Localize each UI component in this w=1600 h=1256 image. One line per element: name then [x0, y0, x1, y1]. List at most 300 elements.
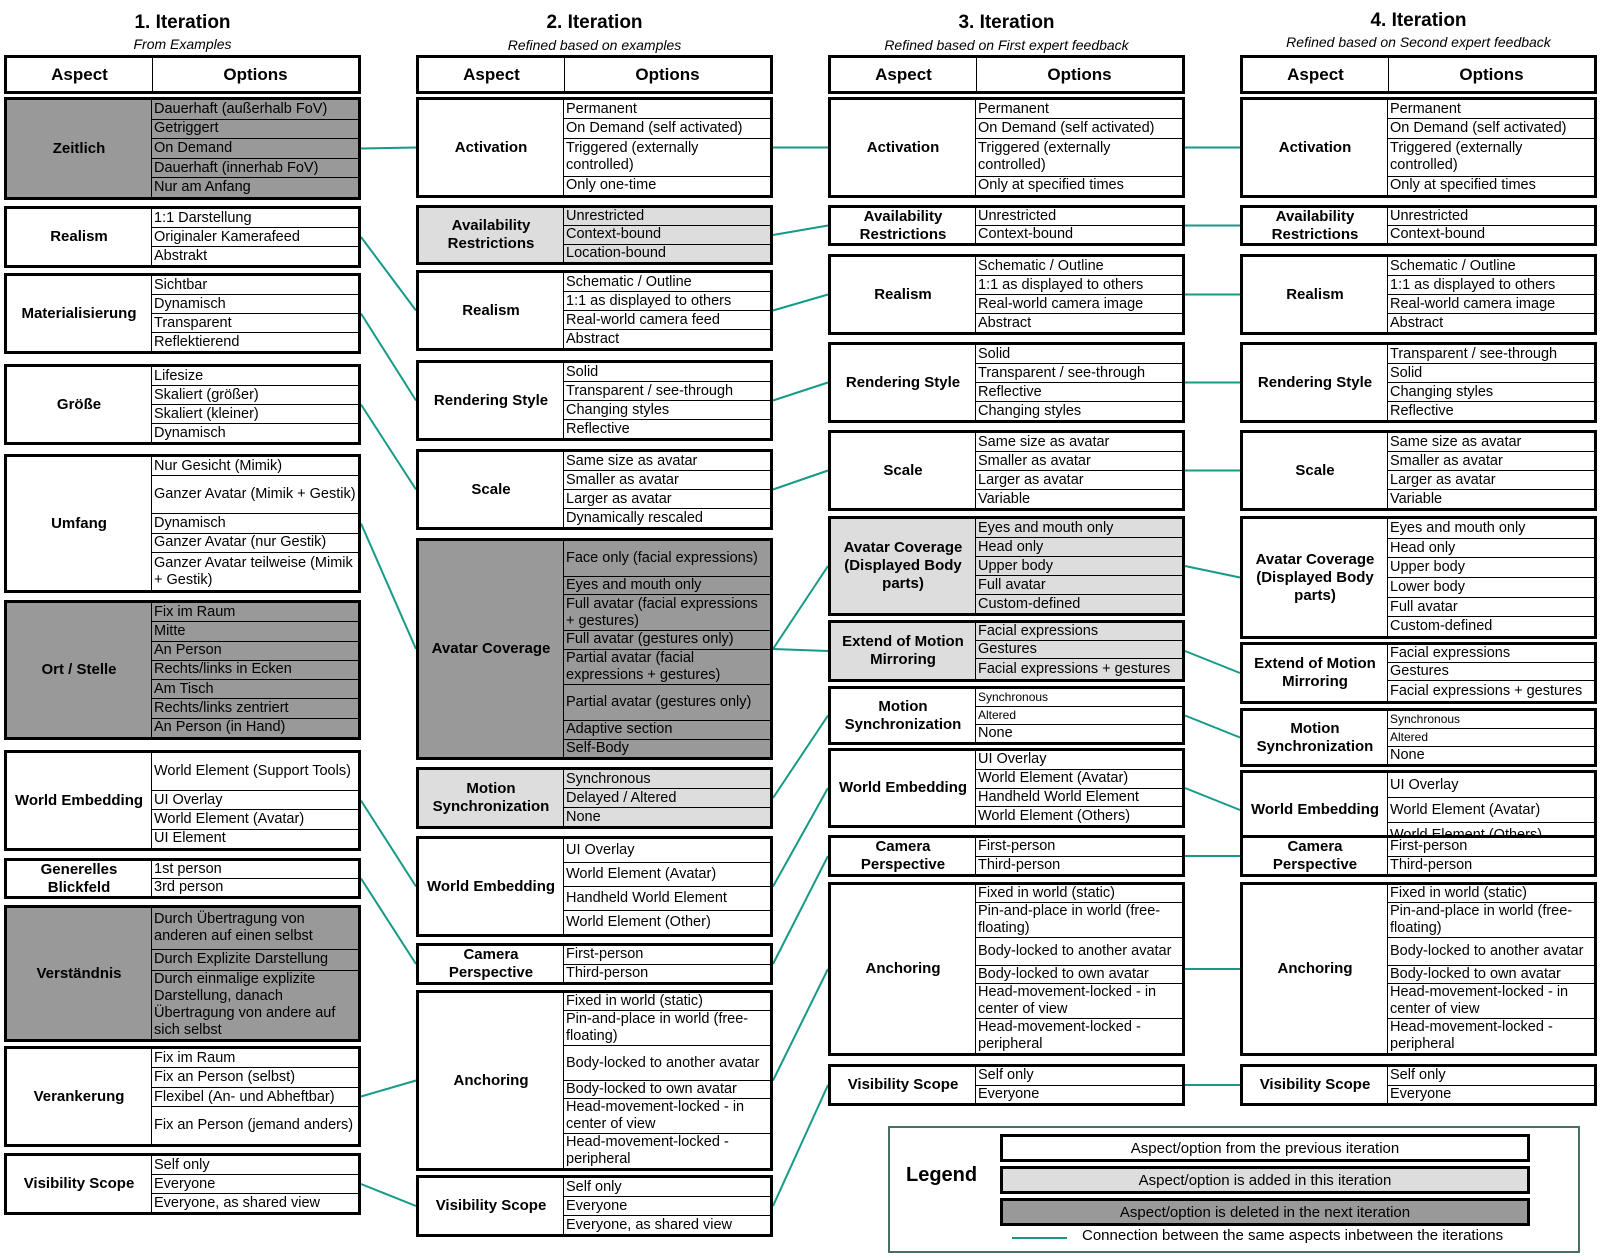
option-item: Originaler Kamerafeed — [152, 228, 358, 247]
aspect-label: Generelles Blickfeld — [7, 861, 152, 896]
option-item: None — [1390, 747, 1425, 763]
connection-line — [1185, 651, 1240, 673]
option-item: Handheld World Element — [564, 887, 770, 911]
option-item: Dauerhaft (innerhab FoV) — [152, 159, 358, 179]
option-item: Same size as avatar — [564, 452, 770, 471]
option-item: Delayed / Altered — [564, 789, 770, 808]
option-item: Fix im Raum — [152, 1049, 358, 1068]
option-list — [976, 838, 1182, 874]
option-item: Transparent — [152, 314, 358, 333]
option-item: Synchronous — [1388, 711, 1594, 729]
option-item: Fix im Raum — [152, 603, 358, 622]
option-list — [152, 100, 358, 197]
connection-line — [361, 524, 416, 650]
option-item: Self only — [152, 1156, 358, 1175]
option-item: Schematic / Outline — [1388, 257, 1594, 276]
option-item: World Element (Others) — [978, 807, 1131, 824]
option-item: Abstract — [566, 330, 620, 347]
aspect-box — [1240, 516, 1597, 639]
option-item: Schematic / Outline — [976, 257, 1182, 276]
connection-line — [773, 1085, 828, 1206]
option-item: Body-locked to own avatar — [976, 966, 1182, 984]
option-list — [564, 208, 770, 262]
option-item: Reflektierend — [154, 333, 240, 350]
option-item: Dynamisch — [154, 424, 226, 441]
option-item: Pin-and-place in world (free-floating) — [976, 903, 1182, 938]
aspect-box — [1240, 882, 1597, 1056]
aspect-box — [828, 342, 1185, 423]
option-item: Facial expressions + gestures — [1390, 682, 1583, 699]
aspect-box — [4, 750, 361, 851]
option-item: Am Tisch — [152, 680, 358, 699]
option-item: Ganzer Avatar teilweise (Mimik + Gestik) — [154, 554, 353, 588]
option-item: Fix an Person (selbst) — [152, 1068, 358, 1087]
option-item: World Element (Other) — [566, 914, 711, 930]
option-list — [976, 100, 1182, 195]
aspect-label: Extend of Motion Mirroring — [831, 623, 976, 679]
aspect-label: Activation — [831, 100, 976, 195]
aspect-label: Größe — [7, 367, 152, 442]
option-item: Location-bound — [566, 244, 666, 261]
legend-previous-swatch: Aspect/option from the previous iteration — [1000, 1134, 1530, 1162]
table-header — [828, 55, 1185, 94]
aspect-box — [4, 600, 361, 740]
aspect-box — [1240, 708, 1597, 767]
aspect-label: Anchoring — [419, 993, 564, 1168]
option-list — [976, 208, 1182, 243]
aspect-box — [416, 205, 773, 265]
table-header — [4, 55, 361, 94]
option-list — [564, 1178, 770, 1234]
connection-line — [773, 716, 828, 799]
option-item: Smaller as avatar — [1388, 452, 1594, 471]
aspect-box — [4, 97, 361, 200]
option-list — [976, 885, 1182, 1053]
header-aspect: Aspect — [831, 58, 977, 91]
option-item: Abstrakt — [154, 247, 208, 264]
option-item: Head-movement-locked - in center of view — [976, 984, 1182, 1019]
option-item: Permanent — [564, 100, 770, 119]
option-item: Changing styles — [978, 402, 1082, 419]
option-list — [152, 367, 358, 442]
option-item: Smaller as avatar — [564, 471, 770, 490]
connection-line — [773, 471, 828, 490]
option-item: Unrestricted — [564, 208, 770, 226]
option-item: Triggered (externally controlled) — [1388, 139, 1594, 177]
aspect-box — [828, 205, 1185, 246]
option-item: Third-person — [978, 856, 1061, 873]
option-item: Partial avatar (facial expressions + gestures) — [564, 650, 770, 686]
option-item: Real-world camera feed — [564, 311, 770, 330]
option-item: Reflective — [976, 383, 1182, 402]
option-item: Self-Body — [566, 739, 629, 756]
option-item: World Element (Avatar) — [1388, 798, 1594, 823]
option-item: Triggered (externally controlled) — [564, 139, 770, 177]
connection-line — [361, 801, 416, 887]
option-item: Head-movement-locked - peripheral — [1390, 1019, 1553, 1052]
aspect-label: Visibility Scope — [831, 1067, 976, 1103]
option-item: Upper body — [976, 557, 1182, 576]
option-item: Same size as avatar — [976, 433, 1182, 452]
header-aspect: Aspect — [7, 58, 153, 91]
option-item: World Element (Avatar) — [564, 863, 770, 887]
aspect-label: World Embedding — [7, 753, 152, 848]
connection-line — [361, 148, 416, 149]
aspect-box — [1240, 642, 1597, 704]
iteration-title: 4. Iteration — [1370, 10, 1467, 31]
option-item: Variable — [978, 490, 1031, 507]
option-item: Head-movement-locked - in center of view — [564, 1099, 770, 1134]
option-item: Everyone, as shared view — [566, 1216, 733, 1233]
aspect-label: Scale — [419, 452, 564, 527]
option-item: Fix an Person (jemand anders) — [154, 1117, 354, 1134]
option-list — [564, 770, 770, 826]
aspect-label: Realism — [7, 209, 152, 265]
option-item: Eyes and mouth only — [976, 519, 1182, 538]
option-item: Self only — [976, 1067, 1182, 1086]
option-item: Gestures — [976, 641, 1182, 659]
aspect-box — [828, 254, 1185, 335]
option-item: Larger as avatar — [1388, 471, 1594, 490]
option-item: World Element (Avatar) — [152, 810, 358, 829]
option-item: On Demand (self activated) — [564, 119, 770, 138]
option-item: Context-bound — [978, 226, 1074, 242]
option-item: Lifesize — [152, 367, 358, 386]
aspect-box — [1240, 97, 1597, 198]
option-item: An Person (in Hand) — [154, 719, 286, 736]
option-item: Head-movement-locked - peripheral — [978, 1019, 1141, 1052]
aspect-label: Motion Synchronization — [419, 770, 564, 826]
option-item: Dynamisch — [152, 514, 358, 533]
option-list — [564, 452, 770, 527]
option-item: Nur am Anfang — [154, 179, 251, 196]
option-list — [1388, 100, 1594, 195]
option-item: 3rd person — [154, 879, 224, 895]
iteration-title: 1. Iteration — [134, 12, 231, 33]
option-item: Dynamically rescaled — [566, 509, 703, 526]
option-item: Changing styles — [564, 401, 770, 420]
option-item: Real-world camera image — [976, 295, 1182, 314]
option-item: Reflective — [1390, 402, 1454, 419]
option-item: Altered — [1388, 729, 1594, 747]
option-list — [152, 457, 358, 590]
option-item: Body-locked to own avatar — [564, 1081, 770, 1099]
option-list — [564, 946, 770, 982]
aspect-label: Realism — [419, 273, 564, 348]
option-item: Rechts/links zentriert — [152, 699, 358, 718]
aspect-label: Anchoring — [831, 885, 976, 1053]
option-item: World Element (Avatar) — [976, 770, 1182, 789]
option-item: Custom-defined — [1390, 618, 1493, 635]
option-item: Everyone — [152, 1175, 358, 1194]
legend-connection-line — [1012, 1237, 1067, 1239]
option-list — [1388, 433, 1594, 508]
header-aspect: Aspect — [419, 58, 565, 91]
aspect-box — [416, 943, 773, 985]
aspect-label: World Embedding — [831, 751, 976, 825]
aspect-box — [4, 206, 361, 268]
connection-line — [773, 788, 828, 887]
option-list — [976, 689, 1182, 742]
aspect-box — [1240, 342, 1597, 423]
option-item: Solid — [564, 363, 770, 382]
option-list — [1388, 1067, 1594, 1103]
iteration-subtitle: Refined based on First expert feedback — [884, 37, 1129, 53]
aspect-box — [416, 270, 773, 351]
option-item: Nur Gesicht (Mimik) — [152, 457, 358, 476]
option-item: Full avatar — [1388, 598, 1594, 618]
connection-line — [773, 969, 828, 1081]
aspect-box — [828, 516, 1185, 616]
option-item: Only at specified times — [978, 177, 1124, 194]
option-list — [1388, 345, 1594, 420]
header-options: Options — [1459, 64, 1524, 84]
legend — [888, 1126, 1580, 1253]
aspect-label: Umfang — [7, 457, 152, 590]
aspect-box — [4, 364, 361, 445]
table-header — [1240, 55, 1597, 94]
aspect-box — [828, 748, 1185, 828]
option-item: Only at specified times — [1390, 177, 1536, 194]
option-item: Body-locked to another avatar — [1388, 938, 1594, 966]
aspect-label: Realism — [831, 257, 976, 332]
option-item: Skaliert (größer) — [152, 386, 358, 405]
connection-line — [361, 237, 416, 311]
option-list — [564, 541, 770, 757]
option-item: Full avatar (facial expressions + gestures) — [564, 595, 770, 631]
iteration-subtitle: Refined based on Second expert feedback — [1286, 34, 1551, 50]
iteration-title: 2. Iteration — [546, 12, 643, 33]
option-item: Fixed in world (static) — [976, 885, 1182, 903]
option-item: Self only — [1388, 1067, 1594, 1086]
option-item: Variable — [1390, 490, 1443, 507]
option-item: Durch Explizite Darstellung — [152, 950, 358, 971]
option-item: None — [566, 808, 601, 825]
connection-line — [773, 295, 828, 311]
option-list — [564, 363, 770, 438]
aspect-box — [1240, 835, 1597, 877]
aspect-label: Ort / Stelle — [7, 603, 152, 737]
option-item: UI Overlay — [564, 839, 770, 863]
option-item: Handheld World Element — [976, 789, 1182, 808]
connection-line — [361, 1184, 416, 1206]
option-item: Triggered (externally controlled) — [976, 139, 1182, 177]
aspect-label: Visibility Scope — [7, 1156, 152, 1212]
option-list — [1388, 257, 1594, 332]
option-item: Durch einmalige explizite Darstellung, danach Übertragung von andere auf sich selbst — [154, 971, 336, 1038]
aspect-label: Anchoring — [1243, 885, 1388, 1053]
aspect-label: Availability Restrictions — [1243, 208, 1388, 243]
option-item: Changing styles — [1388, 383, 1594, 402]
option-item: Transparent / see-through — [564, 382, 770, 401]
option-item: UI Overlay — [152, 791, 358, 810]
option-item: Head only — [1388, 539, 1594, 559]
option-list — [152, 603, 358, 737]
option-item: On Demand — [152, 139, 358, 159]
option-item: Self only — [564, 1178, 770, 1197]
aspect-box — [1240, 430, 1597, 511]
connection-line — [773, 649, 828, 651]
table-header — [416, 55, 773, 94]
option-item: Head only — [976, 538, 1182, 557]
option-item: Abstract — [978, 314, 1032, 331]
aspect-box — [416, 360, 773, 441]
option-list — [976, 345, 1182, 420]
option-item: Everyone — [564, 1197, 770, 1216]
aspect-box — [828, 835, 1185, 877]
option-item: Adaptive section — [564, 721, 770, 739]
option-item: On Demand (self activated) — [1388, 119, 1594, 138]
option-item: 1:1 as displayed to others — [1388, 276, 1594, 295]
connection-line — [1185, 566, 1240, 578]
option-item: 1st person — [152, 861, 358, 879]
option-list — [1388, 711, 1594, 764]
option-item: First-person — [564, 946, 770, 965]
option-item: Transparent / see-through — [1388, 345, 1594, 364]
connection-line — [361, 879, 416, 965]
option-item: Body-locked to another avatar — [976, 938, 1182, 966]
aspect-label: Realism — [1243, 257, 1388, 332]
aspect-box — [416, 836, 773, 937]
option-list — [564, 993, 770, 1168]
aspect-box — [4, 858, 361, 899]
aspect-label: Motion Synchronization — [831, 689, 976, 742]
option-item: Fixed in world (static) — [564, 993, 770, 1011]
connection-line — [361, 405, 416, 490]
option-list — [976, 1067, 1182, 1103]
option-item: Ganzer Avatar (Mimik + Gestik) — [152, 476, 358, 514]
aspect-box — [416, 990, 773, 1171]
option-item: On Demand (self activated) — [976, 119, 1182, 138]
option-item: An Person — [152, 642, 358, 661]
option-list — [1388, 885, 1594, 1053]
option-list — [152, 209, 358, 265]
option-list — [152, 1049, 358, 1144]
aspect-box — [828, 620, 1185, 682]
option-item: None — [978, 725, 1013, 741]
aspect-box — [828, 97, 1185, 198]
option-list — [152, 753, 358, 848]
option-item: Larger as avatar — [564, 490, 770, 509]
option-item: Larger as avatar — [976, 471, 1182, 490]
aspect-box — [828, 1064, 1185, 1106]
legend-added-swatch: Aspect/option is added in this iteration — [1000, 1166, 1530, 1194]
iteration-subtitle: From Examples — [133, 36, 232, 52]
aspect-label: Activation — [1243, 100, 1388, 195]
aspect-label: World Embedding — [419, 839, 564, 934]
option-item: Dynamisch — [152, 295, 358, 314]
option-item: UI Overlay — [1388, 773, 1594, 798]
connection-line — [1185, 716, 1240, 738]
option-item: Body-locked to own avatar — [1388, 966, 1594, 984]
aspect-box — [1240, 205, 1597, 246]
option-item: Permanent — [1388, 100, 1594, 119]
option-list — [564, 100, 770, 195]
option-item: Head-movement-locked - peripheral — [566, 1134, 729, 1167]
option-list — [564, 273, 770, 348]
option-item: Skaliert (kleiner) — [152, 405, 358, 424]
aspect-label: Rendering Style — [419, 363, 564, 438]
aspect-box — [828, 686, 1185, 745]
connection-line — [773, 566, 828, 649]
option-item: Gestures — [1388, 663, 1594, 681]
option-item: Synchronous — [564, 770, 770, 789]
option-item: World Element (Support Tools) — [152, 753, 358, 791]
option-list — [1388, 519, 1594, 636]
option-item: Unrestricted — [976, 208, 1182, 226]
option-item: Custom-defined — [978, 595, 1081, 612]
option-item: Permanent — [976, 100, 1182, 119]
aspect-label: Verständnis — [7, 908, 152, 1039]
iteration-subtitle: Refined based on examples — [507, 37, 682, 53]
aspect-box — [416, 449, 773, 530]
option-item: Abstract — [1390, 314, 1444, 331]
option-item: Rechts/links in Ecken — [152, 661, 358, 680]
option-item: Smaller as avatar — [976, 452, 1182, 471]
option-item: First-person — [976, 838, 1182, 857]
aspect-label: Extend of Motion Mirroring — [1243, 645, 1388, 701]
option-list — [1388, 208, 1594, 243]
option-item: Eyes and mouth only — [1388, 519, 1594, 539]
option-list — [976, 751, 1182, 825]
option-item: Third-person — [1390, 856, 1473, 873]
option-item: Everyone, as shared view — [154, 1194, 321, 1211]
option-item: Full avatar — [976, 576, 1182, 595]
legend-deleted-swatch: Aspect/option is deleted in the next iteration — [1000, 1198, 1530, 1226]
aspect-box — [4, 1153, 361, 1215]
option-item: Context-bound — [564, 226, 770, 244]
option-item: Real-world camera image — [1388, 295, 1594, 314]
option-item: Altered — [976, 707, 1182, 725]
option-item: Third-person — [566, 964, 649, 981]
aspect-label: Materialisierung — [7, 276, 152, 351]
option-item: Transparent / see-through — [976, 364, 1182, 383]
aspect-label: Avatar Coverage (Displayed Body parts) — [831, 519, 976, 613]
aspect-box — [828, 430, 1185, 511]
option-item: 1:1 as displayed to others — [976, 276, 1182, 295]
aspect-box — [416, 97, 773, 198]
option-item: Solid — [1388, 364, 1594, 383]
option-item: Pin-and-place in world (free-floating) — [1388, 903, 1594, 938]
aspect-label: Rendering Style — [1243, 345, 1388, 420]
option-item: UI Overlay — [976, 751, 1182, 770]
option-item: Dauerhaft (außerhalb FoV) — [152, 100, 358, 120]
connection-line — [1185, 788, 1240, 810]
aspect-label: Camera Perspective — [1243, 838, 1388, 874]
header-options: Options — [1047, 64, 1112, 84]
aspect-label: Avatar Coverage — [419, 541, 564, 757]
option-list — [152, 276, 358, 351]
option-item: Pin-and-place in world (free-floating) — [564, 1011, 770, 1046]
connection-line — [361, 1081, 416, 1097]
aspect-box — [4, 454, 361, 593]
aspect-label: Visibility Scope — [1243, 1067, 1388, 1103]
option-item: Context-bound — [1390, 226, 1486, 242]
aspect-label: Scale — [831, 433, 976, 508]
option-item: Full avatar (gestures only) — [564, 631, 770, 649]
option-list — [1388, 645, 1594, 701]
header-options: Options — [223, 64, 288, 84]
option-item: Fixed in world (static) — [1388, 885, 1594, 903]
iteration-title: 3. Iteration — [958, 12, 1055, 33]
legend-connection-label: Connection between the same aspects inbetween the iterations — [1082, 1227, 1504, 1244]
connection-line — [773, 856, 828, 964]
option-item: Synchronous — [976, 689, 1182, 707]
aspect-label: Availability Restrictions — [831, 208, 976, 243]
connection-line — [773, 383, 828, 401]
option-list — [152, 861, 358, 896]
option-list — [976, 257, 1182, 332]
